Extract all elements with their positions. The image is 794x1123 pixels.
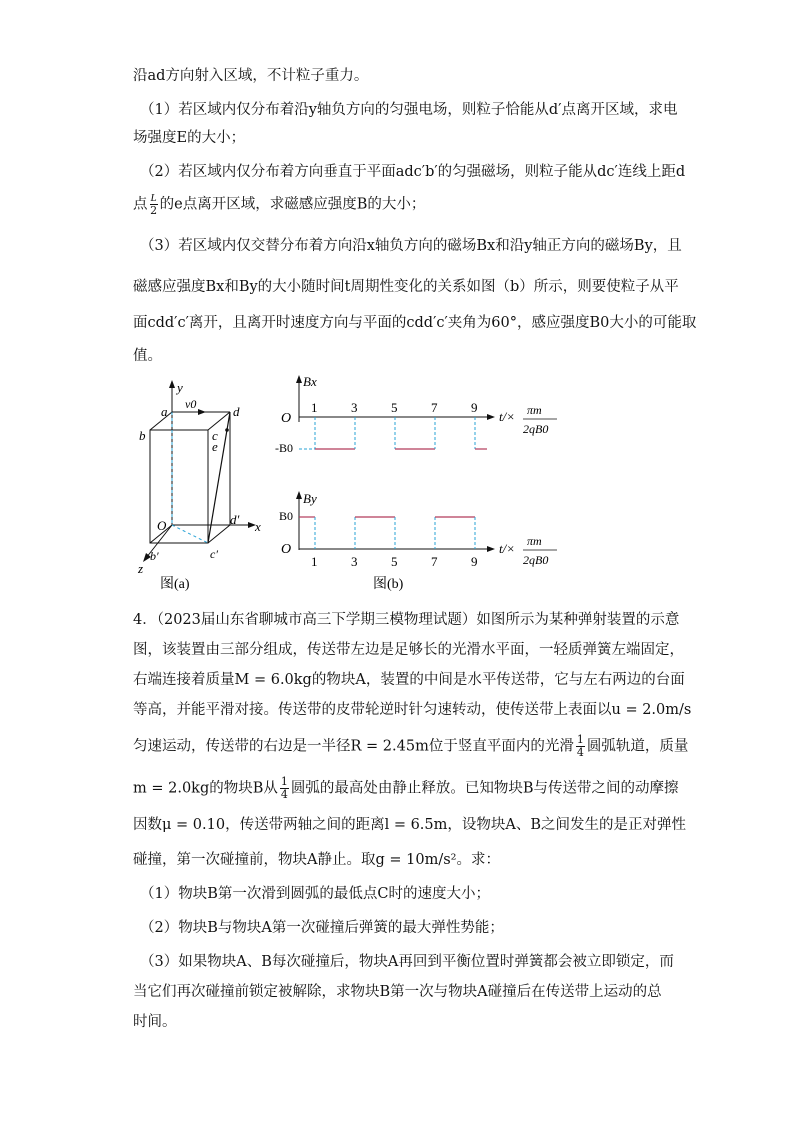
top-unit-den: 2qB0 [523,422,549,436]
bottom-b0: B0 [279,509,294,523]
bottom-tick-1: 1 [311,554,318,569]
fraction-one-quarter-2: $\frac{1}{4}$ [280,775,288,801]
figure-a-caption: 图(a) [160,577,190,592]
problem-4-line-2: 图，该装置由三部分组成，传送带左边是足够长的光滑水平面，一轻质弹簧左端固定， [133,642,684,658]
label-c-prime: c′ [210,547,218,561]
label-e: e [212,439,218,454]
question-3-line-4: 值。 [133,348,162,364]
bottom-unit-den: 2qB0 [523,553,549,567]
label-z: z [138,561,144,576]
bottom-ylabel: By [303,491,317,506]
bottom-origin: O [281,542,292,557]
figure-b-graphs [275,372,575,598]
problem-4-line-3: 右端连接着质量M = 6.0kg的物块A，装置的中间是水平传送带，它与左右两边的台面 [133,672,685,688]
label-b: b [139,428,146,443]
fraction-l-over-2: $\frac{L}{2}$ [150,192,158,217]
problem-4-question-2: （2）物块B与物块A第一次碰撞后弹簧的最大弹性势能； [140,920,504,936]
figure-a-box-diagram [130,378,275,598]
figure-b-caption: 图(b) [373,577,404,592]
problem-4-line-1: 4．（2023届山东省聊城市高三下学期三模物理试题）如图所示为某种弹射装置的示意 [133,612,680,628]
problem-4-line-8: 碰撞，第一次碰撞前，物块A静止。取g = 10m/s²。求： [133,852,500,868]
top-tick-7: 7 [431,400,438,415]
top-t-label: t/× [499,409,515,424]
bottom-unit-num: πm [527,534,542,548]
top-tick-5: 5 [391,400,398,415]
label-c: c [212,428,218,443]
label-y: y [177,380,183,395]
question-3-line-3: 面cdd′c′离开，且离开时速度方向与平面的cdd′c′夹角为60°，感应强度B0大小的可能取 [133,315,697,331]
problem-4-line-4: 等高，并能平滑对接。传送带的皮带轮逆时针匀速转动，使传送带上表面以u = 2.0m/s [133,702,692,718]
problem-4-line-7: 因数μ = 0.10，传送带两轴之间的距离l = 6.5m，设物块A、B之间发生的是正对弹性 [133,817,687,833]
text-line-intro: 沿ad方向射入区域，不计粒子重力。 [133,68,369,84]
problem-4-line-5: 匀速运动，传送带的右边是一半径R = 2.45m位于竖直平面内的光滑 $\frac{1}{4}$ 圆弧轨道，质量 [133,733,689,759]
problem-4-question-3-line-2: 当它们再次碰撞前锁定被解除，求物块B第一次与物块A碰撞后在传送带上运动的总 [133,984,662,1000]
top-tick-1: 1 [311,400,318,415]
problem-4-question-1: （1）物块B第一次滑到圆弧的最低点C时的速度大小； [140,886,490,902]
problem-4-question-3-line-3: 时间。 [133,1014,177,1030]
question-3-line-2: 磁感应强度Bx和By的大小随时间t周期性变化的关系如图（b）所示，则要使粒子从平 [133,279,679,295]
question-1-line-1: （1）若区域内仅分布着沿y轴负方向的匀强电场，则粒子恰能从d′点离开区域，求电 [140,102,678,118]
top-tick-3: 3 [351,400,358,415]
top-unit-num: πm [527,403,542,417]
bottom-tick-9: 9 [471,554,478,569]
top-neg-b0: -B0 [275,441,293,455]
fraction-one-quarter: $\frac{1}{4}$ [576,733,584,759]
label-x: x [255,519,261,534]
question-2-line-1: （2）若区域内仅分布着方向垂直于平面adc′b′的匀强磁场，则粒子能从dc′连线上距d [140,164,686,180]
label-v0: v0 [185,397,197,411]
top-tick-9: 9 [471,400,478,415]
label-a: a [161,404,168,419]
bottom-tick-5: 5 [391,554,398,569]
problem-4-line-6: m = 2.0kg的物块B从 $\frac{1}{4}$ 圆弧的最高处由静止释放。已知物块B与传送带之间的动摩擦 [133,775,679,801]
label-b-prime: b′ [150,549,159,563]
label-O: O [157,518,167,533]
top-ylabel: Bx [303,374,317,389]
problem-4-question-3-line-1: （3）如果物块A、B每次碰撞后，物块A再回到平衡位置时弹簧都会被立即锁定，而 [140,954,674,970]
top-origin: O [281,411,292,426]
label-d: d [233,404,240,419]
label-d-prime: d′ [230,512,240,527]
question-3-line-1: （3）若区域内仅交替分布着方向沿x轴负方向的磁场Bx和沿y轴正方向的磁场By，且 [140,238,682,254]
question-2-line-2: 点 $\frac{L}{2}$ 的e点离开区域，求磁感应强度B的大小； [133,192,426,217]
bottom-t-label: t/× [499,541,515,556]
question-1-line-2: 场强度E的大小； [133,130,246,146]
bottom-tick-3: 3 [351,554,358,569]
bottom-tick-7: 7 [431,554,438,569]
